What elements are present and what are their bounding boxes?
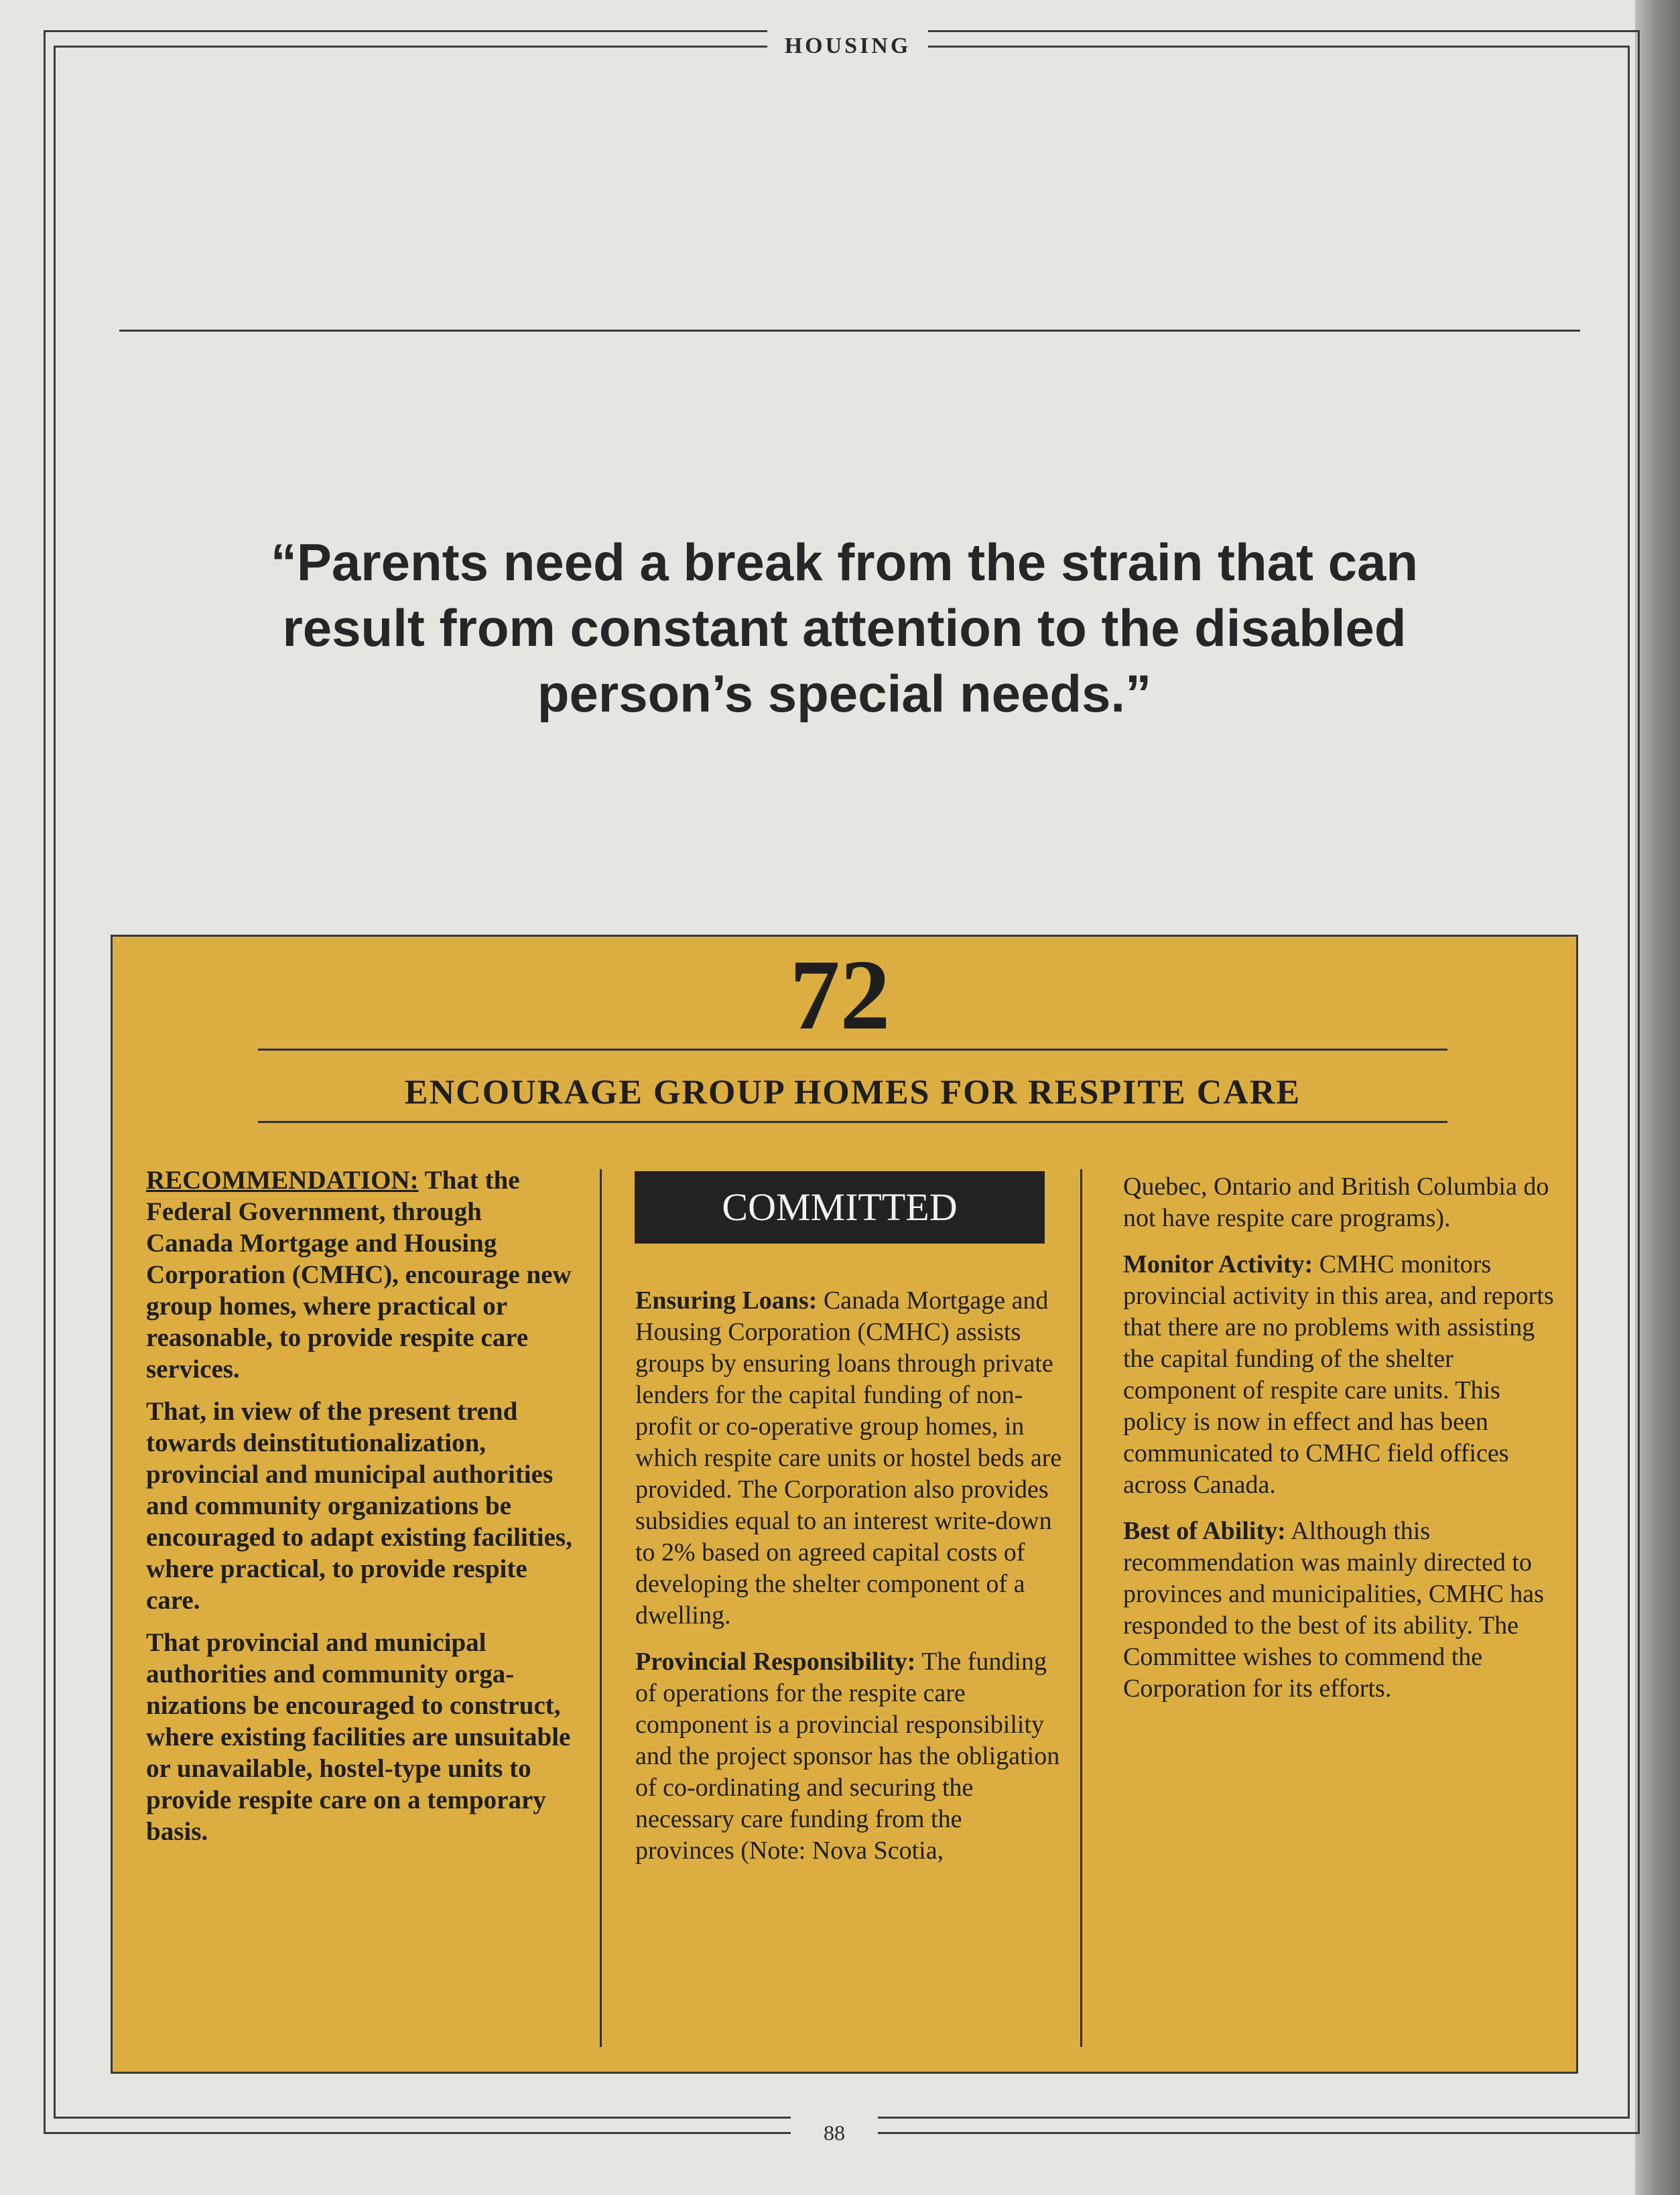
pull-quote-line: person’s special needs.” — [537, 664, 1152, 723]
response-column-middle — [635, 1285, 1064, 1881]
recommendation-paragraph-text: That the Federal Government, through Canada Mortgage and Housing Corporation (CMHC), encourage new group homes, where practical or reasonable, to provide respite care services. — [146, 1166, 572, 1384]
recommendation-paragraph — [146, 1165, 575, 1385]
title-rule-top — [258, 1049, 1447, 1051]
running-head: HOUSING — [767, 29, 928, 63]
response-column-right — [1123, 1171, 1559, 1719]
recommendation-paragraph: That, in view of the present trend towards deinstitutionalization, provincial and municipal authorities and community organizations be encouraged to adapt existing facilities, where practical, to provide respite care. — [146, 1397, 572, 1615]
response-heading: Ensuring Loans: — [635, 1286, 818, 1315]
page-number: 88 — [791, 2116, 878, 2149]
response-text: CMHC monitors provincial activity in this area, and reports that there are no problems with assisting the capital funding of the shelter component of respite care units. This policy is now in effect and has been communicated to CMHC field offices across Canada. — [1123, 1250, 1554, 1499]
title-rule-bottom — [258, 1121, 1447, 1123]
column-divider — [1080, 1169, 1082, 2047]
response-heading: Provincial Responsibility: — [635, 1648, 916, 1676]
response-paragraph — [1123, 1516, 1559, 1705]
response-paragraph — [635, 1646, 1064, 1867]
recommendation-paragraph: That provincial and municipal authorities and community organizations be encouraged to construct, where existing facilities are unsuitable or unavailable, hostel-type units to provide respite care on a temporary basis. — [146, 1628, 571, 1846]
response-heading: Monitor Activity: — [1123, 1250, 1313, 1278]
response-paragraph — [1123, 1249, 1559, 1501]
response-paragraph: Quebec, Ontario and British Columbia do not have respite care programs). — [1123, 1173, 1549, 1232]
divider-rule — [119, 330, 1580, 332]
recommendation-number: 72 — [789, 939, 891, 1051]
response-heading: Best of Ability: — [1123, 1517, 1286, 1545]
pull-quote — [154, 529, 1535, 726]
response-text: The funding of operations for the respite care component is a provincial responsibility and the project sponsor has the obligation of co-ordinating and securing the necessary care funding from the provinces (Note: Nova Scotia, — [635, 1648, 1060, 1865]
pull-quote-line: “Parents need a break from the strain that can — [270, 533, 1419, 592]
response-text: Canada Mortgage and Housing Corporation (CMHC) assists groups by ensuring loans through private lenders for the capital funding of non-profit or co-operative group homes, in which respite care units or hostel beds are provided. The Corporation also provides subsidies equal to an interest write-down to 2% based on agreed capital costs of developing the shelter component of a dwelling. — [635, 1286, 1062, 1629]
response-paragraph — [635, 1285, 1064, 1632]
column-divider — [600, 1169, 602, 2047]
recommendation-label: RECOMMENDATION: — [146, 1166, 419, 1195]
response-text: Although this recommendation was mainly directed to provinces and municipalities, CMHC has responded to the best of its ability. The Committee wishes to commend the Corporation for its efforts. — [1123, 1517, 1544, 1703]
page-edge-shadow — [1635, 0, 1680, 2195]
recommendation-text-column — [146, 1165, 575, 1858]
pull-quote-line: result from constant attention to the disabled — [282, 598, 1407, 657]
recommendation-title: ENCOURAGE GROUP HOMES FOR RESPITE CARE — [404, 1073, 1301, 1112]
status-badge: COMMITTED — [635, 1171, 1045, 1244]
